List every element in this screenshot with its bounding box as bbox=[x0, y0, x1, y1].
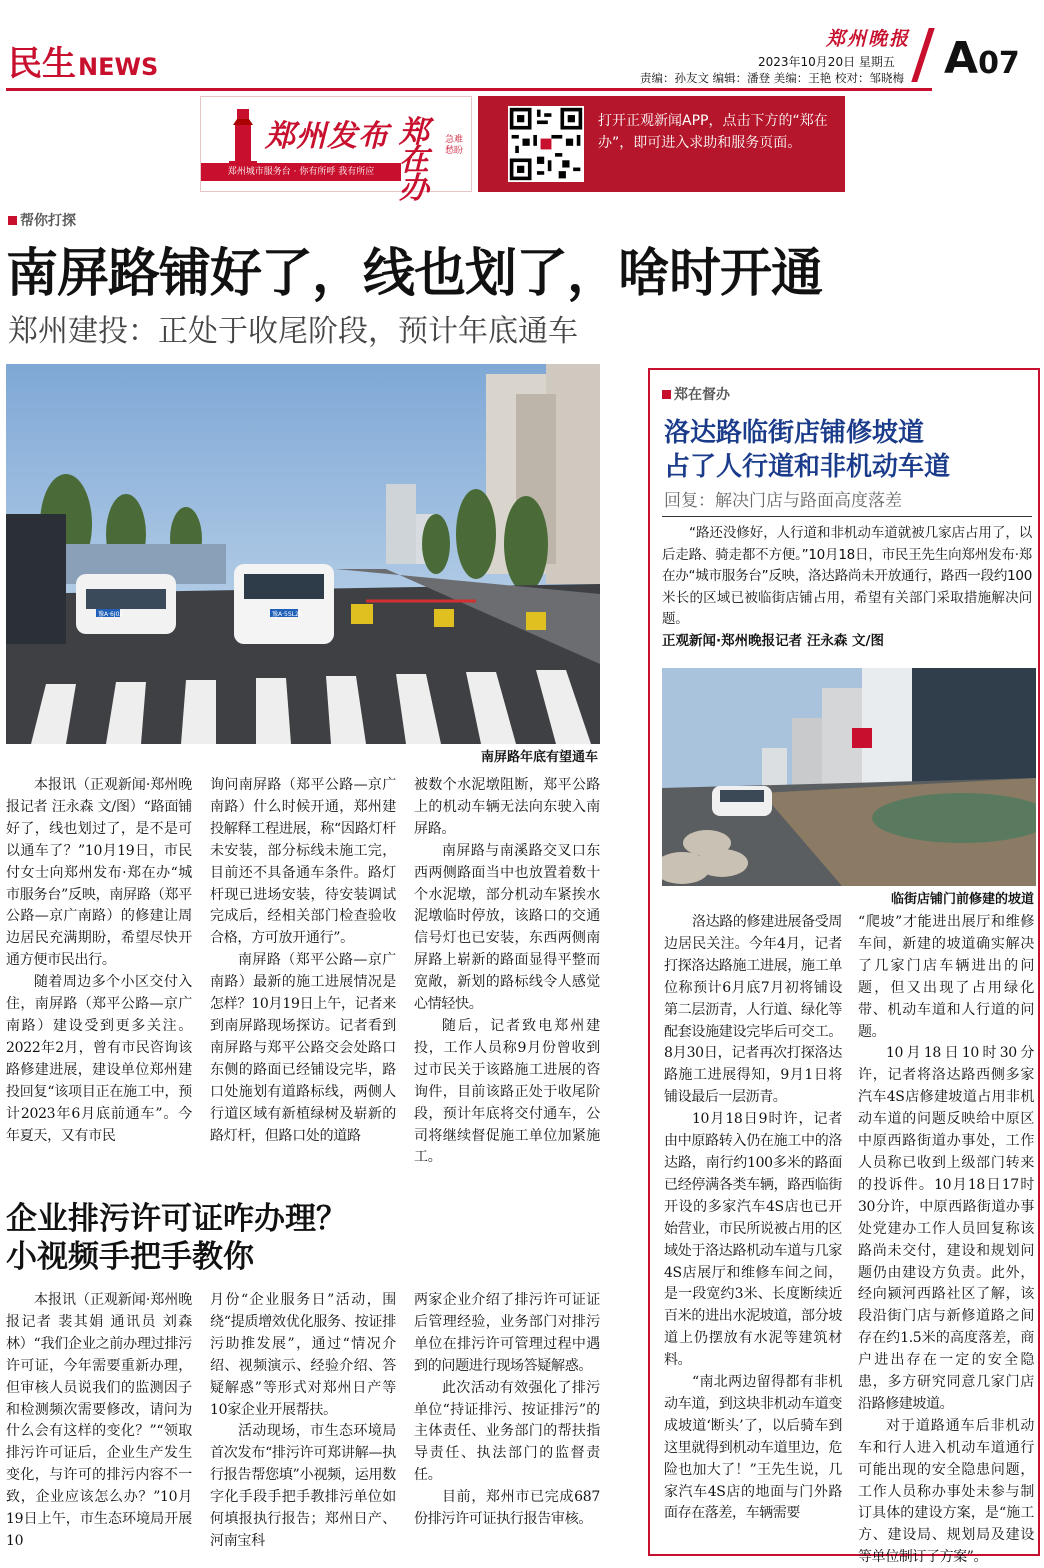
story1-subhead: 郑州建投：正处于收尾阶段，预计年底通车 bbox=[8, 314, 578, 349]
section-title bbox=[8, 44, 158, 87]
story3-headline-line1: 洛达路临街店铺修坡道 bbox=[664, 418, 925, 448]
story3-col1-p1: 洛达路的修建进展备受周边居民关注。今年4月，记者打探洛达路施工进展，施工单位称预计6月底7月初将铺设第二层沥青，人行道、绿化等配套设施建设完毕后可交工。8月30日，记者再次打探洛达路施工进展得知，9月1日将铺设最后一层沥青。 bbox=[664, 914, 842, 1106]
story3-col1-p3: “南北两边留得都有非机动车道，到这块非机动车道变成坡道‘断头’了，以后骑车到这里就得到机动车道里边，危险也加大了！”王先生说，几家汽车4S店的地面与门外路面存在落差，车辆需要 bbox=[664, 1374, 842, 1522]
story2-col1-p1: 本报讯（正观新闻·郑州晚报记者 裴其娟 通讯员 刘森林）“我们企业之前办理过排污许可证，今年需要重新办理，但审核人员说我们的监测因子和检测频次需要修改，请问为什么会有这样的变化？”“领取排污许可证后，企业生产发生变化，与许可的排污内容不一致，企业应该怎么办？”10月19日上午，市生态环境局开展10 bbox=[6, 1292, 192, 1549]
story3-col2-p3: 对于道路通车后非机动车和行人进入机动车道通行可能出现的安全隐患问题，工作人员称办事处未参与制订具体的建设方案，是“施工方、建设局、规划局及建设等单位制订了方案”。 bbox=[858, 1417, 1034, 1566]
kicker-square-icon bbox=[8, 216, 17, 225]
banner-qr-text: 打开正观新闻APP，点击下方的“郑在办”，即可进入求助和服务页面。 bbox=[598, 113, 828, 151]
header-rule bbox=[6, 88, 932, 91]
banner-badge: 急难愁盼 bbox=[445, 135, 464, 156]
story2-headline-line1: 企业排污许可证咋办理？ bbox=[6, 1201, 347, 1237]
section-title-en: NEWS bbox=[78, 53, 159, 81]
story3-photo-caption: 临街店铺门前修建的坡道 bbox=[890, 892, 1034, 907]
tower-icon bbox=[223, 105, 263, 169]
story2-col1 bbox=[6, 1290, 192, 1553]
banner-app-name: 郑在办 bbox=[399, 115, 429, 206]
story3-kicker bbox=[662, 384, 730, 404]
story1-col2-p2: 南屏路（郑平公路—京广南路）最新的施工进展情况是怎样？10月19日上午，记者来到南屏路现场探访。记者看到南屏路与郑平公路交会处路口东侧的路面已经铺设完毕，路口处施划有道路标线，两侧人行道区域有新植绿树及崭新的路灯杆，但路口处的道路 bbox=[210, 952, 396, 1144]
story3-col2-p2: 10月18日10时30分许，记者将洛达路西侧多家汽车4S店修建坡道占用非机动车道的问题反映给中原区中原西路街道办事处，工作人员称已收到上级部门转来的投诉件。10月18日17时30分许，中原西路街道办事处党建办工作人员回复称该路尚未交付，建设和规划问题仍由建设方负责。此外，经向颍河西路社区了解，该段沿街门店与新修道路之间存在约1.5米的高度落差，商户进出存在一定的安全隐患，多方研究同意几家门店沿路修建坡道。 bbox=[858, 1045, 1034, 1412]
story2-col3-p3: 目前，郑州市已完成687份排污许可证执行报告审核。 bbox=[414, 1489, 600, 1528]
banner-left bbox=[200, 96, 472, 206]
page-digits: 07 bbox=[978, 46, 1020, 81]
story1-headline: 南屏路铺好了，线也划了，啥时开通 bbox=[6, 244, 823, 304]
story1-col1-p2: 随着周边多个小区交付入住，南屏路（郑平公路—京广南路）建设受到更多关注。2022年2月，曾有市民咨询该路修建进展，建设单位郑州建投回复“该项目正在施工中，预计2023年6月底前通车”。今年夏天，又有市民 bbox=[6, 974, 192, 1144]
story1-plate-2: 豫A·5SL29 bbox=[272, 611, 303, 618]
qr-code-icon[interactable] bbox=[508, 106, 584, 182]
story2-col3-p2: 此次活动有效强化了排污单位“持证排污、按证排污”的主体责任、业务部门的帮扶指导责任、执法部门的监督责任。 bbox=[414, 1379, 600, 1484]
kicker-square-icon bbox=[662, 390, 671, 399]
story2-col2-p2: 活动现场，市生态环境局首次发布“排污许可郑讲解—执行报告帮您填”小视频，运用数字化手段手把手教排污单位如何填报执行报告；郑州日产、河南宝科 bbox=[210, 1423, 396, 1549]
story3-col1-p2: 10月18日9时许，记者由中原路转入仍在施工中的洛达路，南行约100多米的路面已经停满各类车辆，路西临街开设的多家汽车4S店也已开始营业，市民所说被占用的区域处于洛达路机动车道与几家4S店展厅和维修车间之间，是一段宽约3米、长度断续近百米的进出水泥坡道，部分坡道上仍摆放有水泥等建筑材料。 bbox=[664, 1111, 842, 1369]
story1-col2 bbox=[210, 775, 396, 1147]
story3-lead: “路还没修好，人行道和非机动车道就被几家店占用了，以后走路、骑走都不方便。”10月18日，市民王先生向郑州发布·郑在办“城市服务台”反映，洛达路尚未开放通行，路西一段约100米长的区域已被临街店铺占用，希望有关部门采取措施解决问题。 bbox=[662, 525, 1032, 627]
issue-date: 2023年10月20日 星期五 bbox=[758, 55, 895, 69]
page-slash bbox=[911, 28, 935, 82]
story1-col1 bbox=[6, 775, 192, 1147]
story1-kicker-text: 帮你打探 bbox=[20, 213, 76, 229]
story3-headline-line2: 占了人行道和非机动车道 bbox=[664, 452, 951, 482]
story1-col3-p3: 随后，记者致电郑州建投，工作人员称9月份曾收到过市民关于该路施工进展的咨询件，目前该路正处于收尾阶段，预计年底将交付通车，公司将继续督促施工单位加紧施工。 bbox=[414, 1017, 600, 1166]
banner bbox=[200, 96, 845, 206]
page-number bbox=[944, 34, 1020, 93]
story2-col3-p1: 两家企业介绍了排污许可证证后管理经验，业务部门对排污单位在排污许可管理过程中遇到的问题进行现场答疑解惑。 bbox=[414, 1292, 600, 1374]
banner-logo-text: 郑州发布 bbox=[265, 119, 389, 154]
editor-credits: 责编：孙友文 编辑：潘登 美编：王艳 校对：邹晓梅 bbox=[640, 71, 904, 85]
story1-col3-p1: 被数个水泥墩阻断，郑平公路上的机动车辆无法向东驶入南屏路。 bbox=[414, 777, 600, 837]
story1-photo-caption: 南屏路年底有望通车 bbox=[480, 750, 598, 765]
story2-col3 bbox=[414, 1290, 600, 1531]
story1-col1-p1: 本报讯（正观新闻·郑州晚报记者 汪永森 文/图）“路面铺好了，线也划过了，是不是可以通车了？”10月19日，市民付女士向郑州发布·郑在办“城市服务台”反映，南屏路（郑平公路—京广南路）的修建让周边居民充满期盼，希望尽快开通方便市民出行。 bbox=[6, 777, 192, 969]
section-title-cn: 民生 bbox=[8, 44, 76, 84]
banner-slogan: 郑州城市服务台 · 你有所呼 我有所应 bbox=[201, 163, 401, 181]
story1-kicker bbox=[8, 210, 76, 230]
story2-col2-p1: 月份“企业服务日”活动，围绕“提质增效优化服务、按证排污助推发展”，通过“情况介绍、视频演示、经验介绍、答疑解惑”等形式对郑州日产等10家企业开展帮扶。 bbox=[210, 1292, 396, 1418]
story3-subhead: 回复：解决门店与路面高度落差 bbox=[664, 491, 902, 511]
story3-byline: 正观新闻·郑州晚报记者 汪永森 文/图 bbox=[662, 632, 884, 649]
story1-plate-1: 豫A·6J0Z bbox=[98, 611, 124, 618]
page-letter: A bbox=[944, 33, 979, 84]
story3-headline bbox=[664, 416, 950, 484]
story1-col3-p2: 南屏路与南溪路交叉口东西两侧路面当中也放置着数十个水泥墩，部分机动车紧挨水泥墩临时停放，该路口的交通信号灯也已安装，东西两侧南屏路上崭新的路面显得平整而宽敞，新划的路标线令人感觉心情轻快。 bbox=[414, 842, 600, 1013]
story2-headline-line2: 小视频手把手教你 bbox=[6, 1239, 254, 1275]
story3-col2-p1: “爬坡”才能进出展厅和维修车间，新建的坡道确实解决了几家门店车辆进出的问题，但又出现了占用绿化带、机动车道和人行道的问题。 bbox=[858, 914, 1034, 1040]
paper-logo: 郑州晚报 bbox=[826, 28, 911, 50]
story3-lead-box bbox=[662, 516, 1032, 654]
story3-kicker-text: 郑在督办 bbox=[674, 387, 730, 403]
story1-photo bbox=[6, 364, 600, 744]
banner-right bbox=[478, 96, 845, 192]
story3-col2 bbox=[858, 912, 1034, 1568]
story2-col2 bbox=[210, 1290, 396, 1553]
story1-col2-p1: 询问南屏路（郑平公路—京广南路）什么时候开通，郑州建投解释工程进展，称“因路灯杆未安装，部分标线未施工完，目前还不具备通车条件。路灯杆现已进场安装，待安装调试完成后，经相关部门检查验收合格，方可放开通行”。 bbox=[210, 777, 396, 947]
story3-photo bbox=[662, 668, 1036, 886]
story2-headline bbox=[6, 1200, 347, 1276]
story1-col3 bbox=[414, 775, 600, 1169]
story3-col1 bbox=[664, 912, 842, 1525]
